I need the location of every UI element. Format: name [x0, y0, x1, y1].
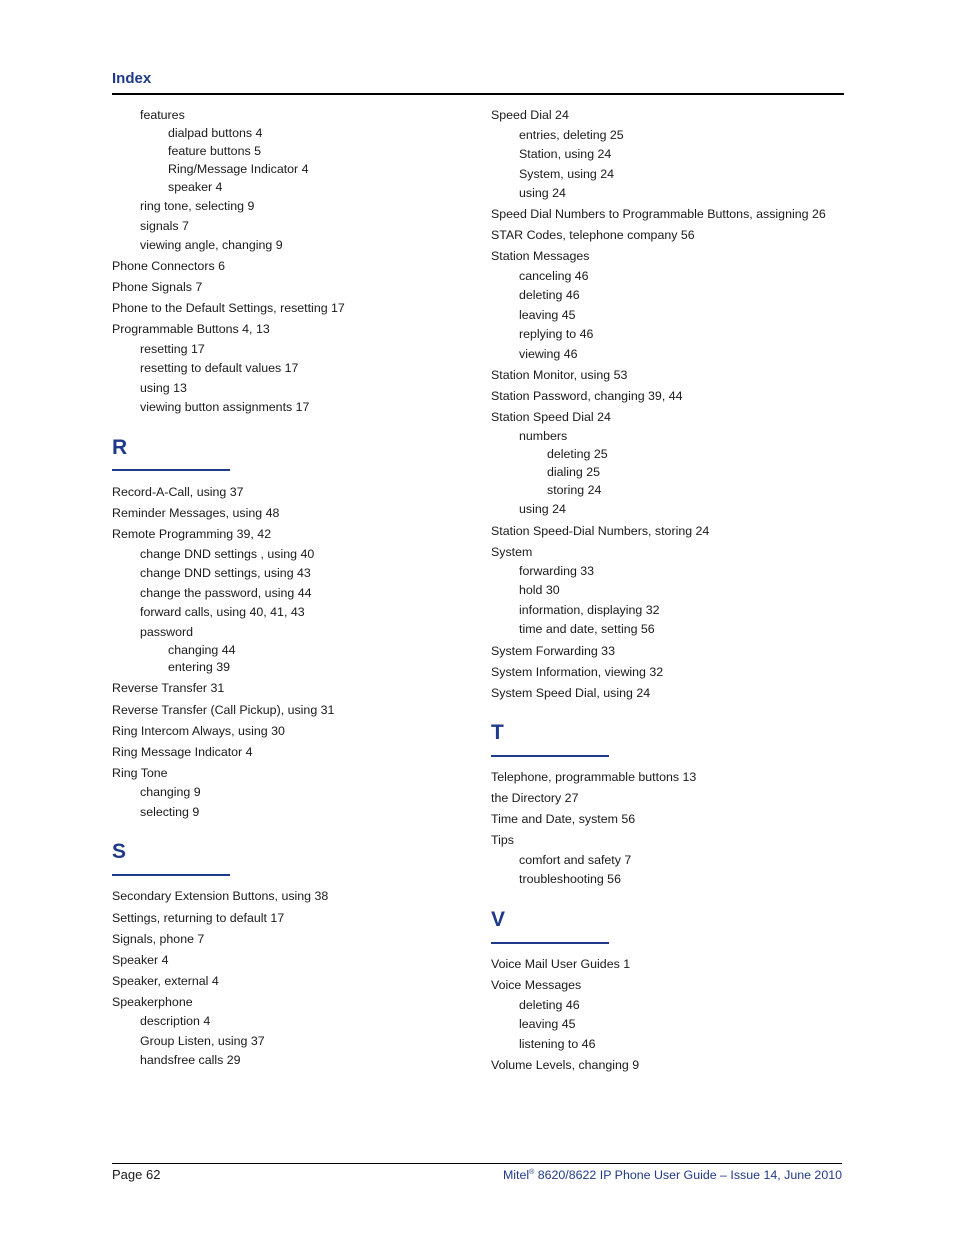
- index-subentry: using 24: [519, 186, 566, 200]
- index-entry: Station Messages: [491, 249, 590, 263]
- index-subentry: Station, using 24: [519, 147, 612, 161]
- index-entry: Programmable Buttons 4, 13: [112, 322, 270, 336]
- letter-divider: [491, 755, 609, 757]
- index-subentry: viewing button assignments 17: [140, 400, 310, 414]
- registered-mark: ®: [529, 1168, 535, 1176]
- section-title: Index: [112, 70, 152, 87]
- index-entry: System Information, viewing 32: [491, 665, 664, 679]
- index-subsubentry: storing 24: [547, 483, 602, 497]
- header-rule: [112, 93, 844, 95]
- index-subentry: using 24: [519, 502, 566, 516]
- index-subentry: numbers: [519, 429, 568, 443]
- index-entry: Station Password, changing 39, 44: [491, 389, 683, 403]
- index-subsubentry: speaker 4: [168, 180, 223, 194]
- index-subentry: viewing angle, changing 9: [140, 238, 283, 252]
- index-entry: Time and Date, system 56: [491, 812, 636, 826]
- index-subentry: information, displaying 32: [519, 603, 660, 617]
- index-subsubentry: feature buttons 5: [168, 144, 261, 158]
- index-entry: Volume Levels, changing 9: [491, 1058, 640, 1072]
- index-subentry: change DND settings , using 40: [140, 547, 315, 561]
- index-entry: Remote Programming 39, 42: [112, 527, 272, 541]
- index-subentry: troubleshooting 56: [519, 872, 621, 886]
- index-subsubentry: dialing 25: [547, 465, 601, 479]
- index-subentry: password: [140, 625, 194, 639]
- index-subentry: selecting 9: [140, 805, 200, 819]
- index-subsubentry: changing 44: [168, 643, 236, 657]
- index-entry: Phone Signals 7: [112, 280, 203, 294]
- index-subentry: comfort and safety 7: [519, 853, 632, 867]
- index-subentry: changing 9: [140, 785, 201, 799]
- index-subentry: change DND settings, using 43: [140, 566, 311, 580]
- index-subsubentry: deleting 25: [547, 447, 608, 461]
- document-name: 8620/8622 IP Phone User Guide – Issue 14, June 2010: [534, 1168, 842, 1182]
- index-subentry: signals 7: [140, 219, 189, 233]
- letter-divider: [491, 942, 609, 944]
- index-entry: Speed Dial 24: [491, 108, 569, 122]
- index-entry: Ring Message Indicator 4: [112, 745, 253, 759]
- letter-divider: [112, 469, 230, 471]
- index-entry: Speakerphone: [112, 995, 193, 1009]
- index-subentry: using 13: [140, 381, 187, 395]
- index-entry: Reverse Transfer 31: [112, 681, 225, 695]
- document-title: [503, 1168, 842, 1182]
- index-subentry: leaving 45: [519, 308, 576, 322]
- index-subentry: viewing 46: [519, 347, 578, 361]
- index-entry: Signals, phone 7: [112, 932, 205, 946]
- index-entry: Telephone, programmable buttons 13: [491, 770, 697, 784]
- index-entry: System Forwarding 33: [491, 644, 615, 658]
- index-subentry: description 4: [140, 1014, 211, 1028]
- index-subentry: System, using 24: [519, 167, 615, 181]
- index-subentry: listening to 46: [519, 1037, 596, 1051]
- index-entry: STAR Codes, telephone company 56: [491, 228, 695, 242]
- index-subentry: hold 30: [519, 583, 560, 597]
- index-subentry: ring tone, selecting 9: [140, 199, 255, 213]
- index-subentry: entries, deleting 25: [519, 128, 624, 142]
- index-entry: Secondary Extension Buttons, using 38: [112, 889, 329, 903]
- index-subentry: replying to 46: [519, 327, 594, 341]
- index-subentry: features: [140, 108, 185, 122]
- index-entry: the Directory 27: [491, 791, 579, 805]
- index-subentry: deleting 46: [519, 288, 580, 302]
- index-entry: Speaker 4: [112, 953, 169, 967]
- footer-rule: [112, 1163, 842, 1164]
- index-entry: Speaker, external 4: [112, 974, 219, 988]
- index-entry: Station Speed-Dial Numbers, storing 24: [491, 524, 710, 538]
- index-entry: Record-A-Call, using 37: [112, 485, 244, 499]
- index-subentry: leaving 45: [519, 1017, 576, 1031]
- page-number: Page 62: [112, 1167, 161, 1182]
- index-subsubentry: Ring/Message Indicator 4: [168, 162, 309, 176]
- index-entry: Station Speed Dial 24: [491, 410, 611, 424]
- index-subentry: change the password, using 44: [140, 586, 312, 600]
- index-letter-heading: R: [112, 436, 128, 459]
- index-subentry: canceling 46: [519, 269, 589, 283]
- index-subentry: forwarding 33: [519, 564, 595, 578]
- index-subentry: deleting 46: [519, 998, 580, 1012]
- index-entry: Voice Mail User Guides 1: [491, 957, 631, 971]
- index-entry: Ring Intercom Always, using 30: [112, 724, 285, 738]
- index-entry: Settings, returning to default 17: [112, 911, 285, 925]
- index-letter-heading: S: [112, 840, 127, 863]
- index-letter-heading: V: [491, 908, 506, 931]
- index-subentry: handsfree calls 29: [140, 1053, 241, 1067]
- index-entry: Speed Dial Numbers to Programmable Buttons, assigning 26: [491, 207, 826, 221]
- index-subentry: resetting 17: [140, 342, 205, 356]
- index-entry: Voice Messages: [491, 978, 582, 992]
- index-entry: Phone to the Default Settings, resetting 17: [112, 301, 345, 315]
- index-subsubentry: dialpad buttons 4: [168, 126, 263, 140]
- index-subentry: forward calls, using 40, 41, 43: [140, 605, 305, 619]
- index-subsubentry: entering 39: [168, 660, 231, 674]
- index-entry: Reminder Messages, using 48: [112, 506, 280, 520]
- index-entry: System: [491, 545, 533, 559]
- index-entry: Phone Connectors 6: [112, 259, 225, 273]
- index-subentry: time and date, setting 56: [519, 622, 655, 636]
- index-letter-heading: T: [491, 721, 504, 744]
- brand-name: Mitel: [502, 1168, 530, 1182]
- index-subentry: Group Listen, using 37: [140, 1034, 265, 1048]
- index-entry: Ring Tone: [112, 766, 168, 780]
- index-entry: System Speed Dial, using 24: [491, 686, 651, 700]
- index-entry: Tips: [491, 833, 514, 847]
- index-entry: Station Monitor, using 53: [491, 368, 628, 382]
- index-entry: Reverse Transfer (Call Pickup), using 31: [112, 703, 335, 717]
- letter-divider: [112, 874, 230, 876]
- index-subentry: resetting to default values 17: [140, 361, 299, 375]
